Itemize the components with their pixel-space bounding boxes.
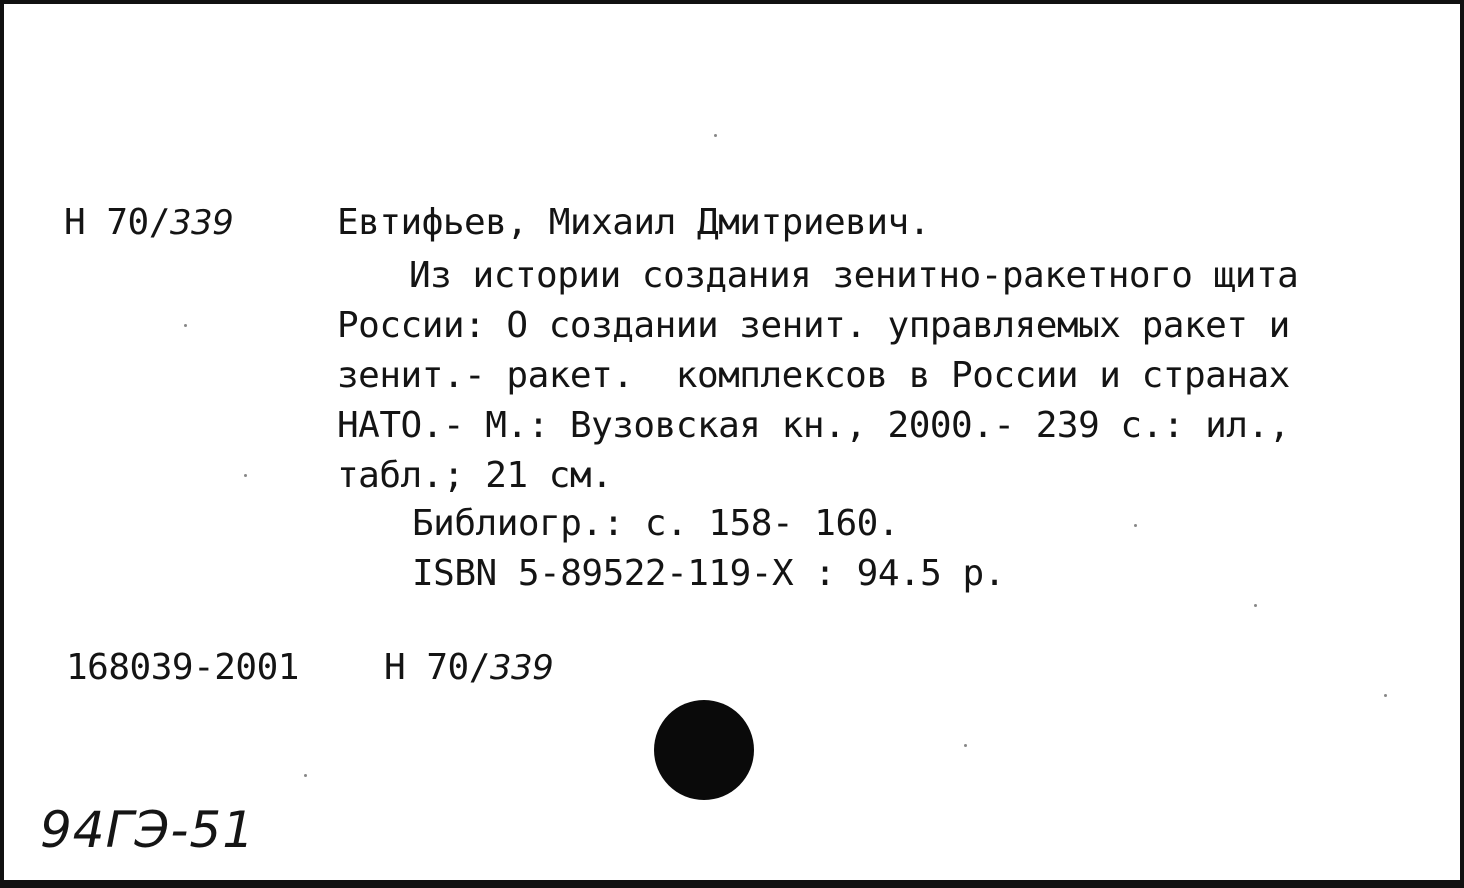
author-heading: Евтифьев, Михаил Дмитриевич. (337, 202, 930, 243)
title-line-1: Из истории создания зенитно-ракетного щита (409, 255, 1299, 296)
bibliography-note: Библиогр.: с. 158- 160. (412, 503, 899, 544)
handwritten-code: 94ГЭ-51 (40, 801, 256, 859)
imprint-line: НАТО.- М.: Вузовская кн., 2000.- 239 с.: ил., (337, 405, 1290, 446)
accession-number: 168039-2001 (66, 647, 299, 688)
isbn-note: ISBN 5-89522-119-X : 94.5 р. (412, 553, 1005, 594)
call-number-printed: Н 70/ (64, 202, 170, 243)
speck (304, 774, 307, 777)
call-number (64, 199, 233, 247)
title-line-2: России: О создании зенит. управляемых ракет и (337, 305, 1290, 346)
speck (1134, 524, 1137, 527)
footer-call-number-printed: Н 70/ (384, 647, 490, 688)
footer-call-number (384, 644, 553, 692)
speck (714, 134, 717, 137)
speck (244, 474, 247, 477)
footer-call-number-handwritten: 339 (489, 648, 554, 688)
speck (184, 324, 187, 327)
title-line-3: зенит.- ракет. комплексов в России и странах (337, 355, 1290, 396)
physical-description-line: табл.; 21 см. (337, 455, 613, 496)
punch-hole (654, 700, 754, 800)
speck (1384, 694, 1387, 697)
speck (964, 744, 967, 747)
speck (1254, 604, 1257, 607)
call-number-handwritten: 339 (169, 203, 234, 243)
